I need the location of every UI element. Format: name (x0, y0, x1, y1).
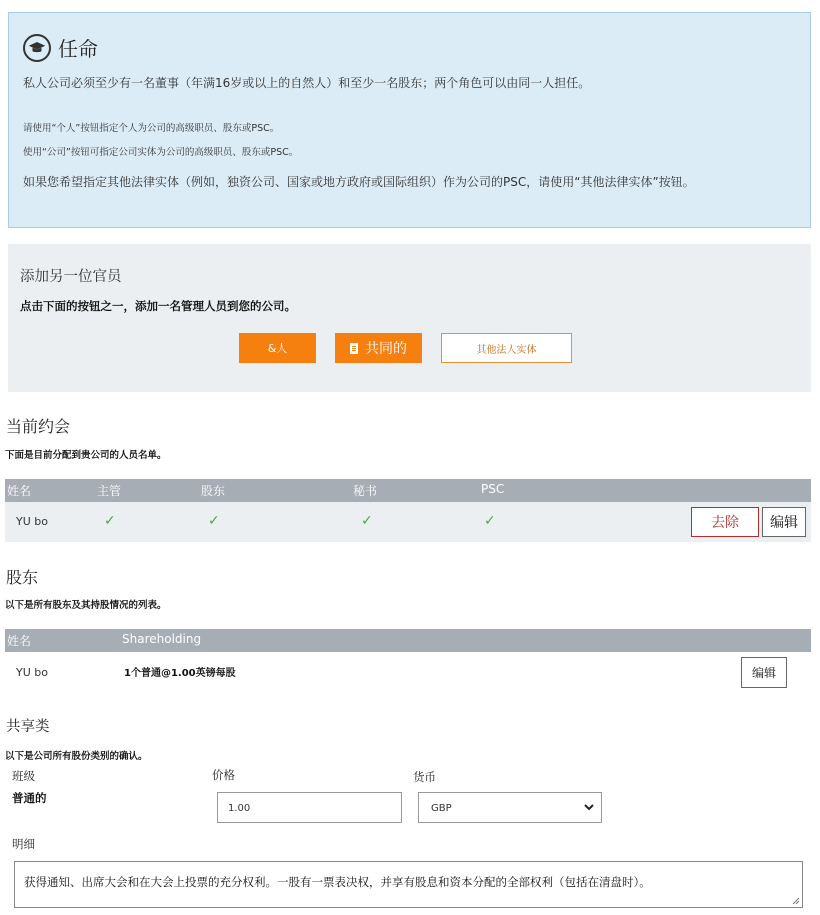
details-label: 明细 (12, 837, 35, 851)
col-shareholder: 股东 (201, 484, 226, 498)
edit-appointment-button[interactable]: 编辑 (762, 507, 806, 537)
table-row (5, 652, 811, 690)
current-appointments-title: 当前约会 (6, 417, 71, 436)
add-officer-box (8, 244, 811, 392)
appointment-info-box (8, 12, 811, 228)
share-classes-title: 共享类 (6, 719, 50, 735)
info-title: 任命 (58, 37, 98, 61)
col-secretary: 秘书 (353, 484, 378, 498)
info-line-2: 请使用“个人”按钮指定个人为公司的高级职员、股东或PSC。 (23, 123, 280, 134)
info-line-4: 如果您希望指定其他法律实体（例如，独资公司、国家或地方政府或国际组织）作为公司的PSC，请使用“其他法律实体”按钮。 (23, 175, 695, 189)
remove-button[interactable]: 去除 (691, 507, 759, 537)
graduation-cap-icon (23, 34, 51, 62)
col-shareholding: Shareholding (122, 632, 202, 646)
share-classes-description: 以下是公司所有股份类别的确认。 (5, 751, 148, 762)
col-name: 姓名 (7, 484, 32, 498)
details-value: 获得通知、出席大会和在大会上投票的充分权利。一股有一票表决权，并享有股息和资本分配的全部权利（包括在清盘时）。 (24, 875, 651, 889)
shareholding-value: 1个普通@1.00英镑每股 (124, 668, 236, 679)
currency-selected-value: GBP (431, 803, 452, 814)
currency-select[interactable] (418, 792, 602, 823)
shareholder-check-icon: ✓ (208, 513, 220, 529)
price-label: 价格 (212, 768, 235, 782)
info-line-1: 私人公司必须至少有一名董事（年满16岁或以上的自然人）和至少一名股东；两个角色可以由同一人担任。 (23, 76, 591, 90)
appointments-table-header (5, 479, 811, 502)
table-row (5, 502, 811, 542)
class-value: 普通的 (12, 791, 47, 805)
shareholders-description: 以下是所有股东及其持股情况的列表。 (5, 600, 167, 611)
col-psc: PSC (481, 482, 505, 496)
edit-shareholder-button[interactable]: 编辑 (741, 657, 787, 688)
info-title-row (23, 33, 98, 62)
details-textarea[interactable] (14, 861, 803, 908)
shareholders-title: 股东 (6, 568, 39, 587)
current-appointments-description: 下面是目前分配到贵公司的人员名单。 (5, 450, 167, 461)
add-corporate-label: 共同的 (365, 341, 407, 357)
add-other-entity-button[interactable]: 其他法人实体 (441, 333, 572, 363)
resize-grip-icon[interactable] (792, 897, 800, 905)
add-person-button[interactable]: &人 (239, 333, 316, 363)
director-check-icon: ✓ (104, 513, 116, 529)
add-corporate-button[interactable] (335, 333, 422, 363)
add-officer-description: 点击下面的按钮之一，添加一名管理人员到您的公司。 (20, 299, 296, 313)
shareholders-table-header (5, 629, 811, 652)
add-officer-title: 添加另一位官员 (20, 269, 122, 285)
price-input[interactable]: 1.00 (217, 792, 402, 823)
appointee-name: YU bo (16, 515, 48, 528)
col-director: 主管 (97, 484, 122, 498)
info-line-3: 使用“公司”按钮可指定公司实体为公司的高级职员、股东或PSC。 (23, 147, 299, 158)
document-icon (350, 343, 358, 354)
psc-check-icon: ✓ (484, 513, 496, 529)
shareholder-name: YU bo (16, 666, 48, 679)
currency-label: 货币 (413, 770, 436, 784)
class-label: 班级 (12, 769, 35, 783)
col-name: 姓名 (7, 634, 32, 648)
chevron-down-icon (583, 801, 595, 813)
secretary-check-icon: ✓ (361, 513, 373, 529)
